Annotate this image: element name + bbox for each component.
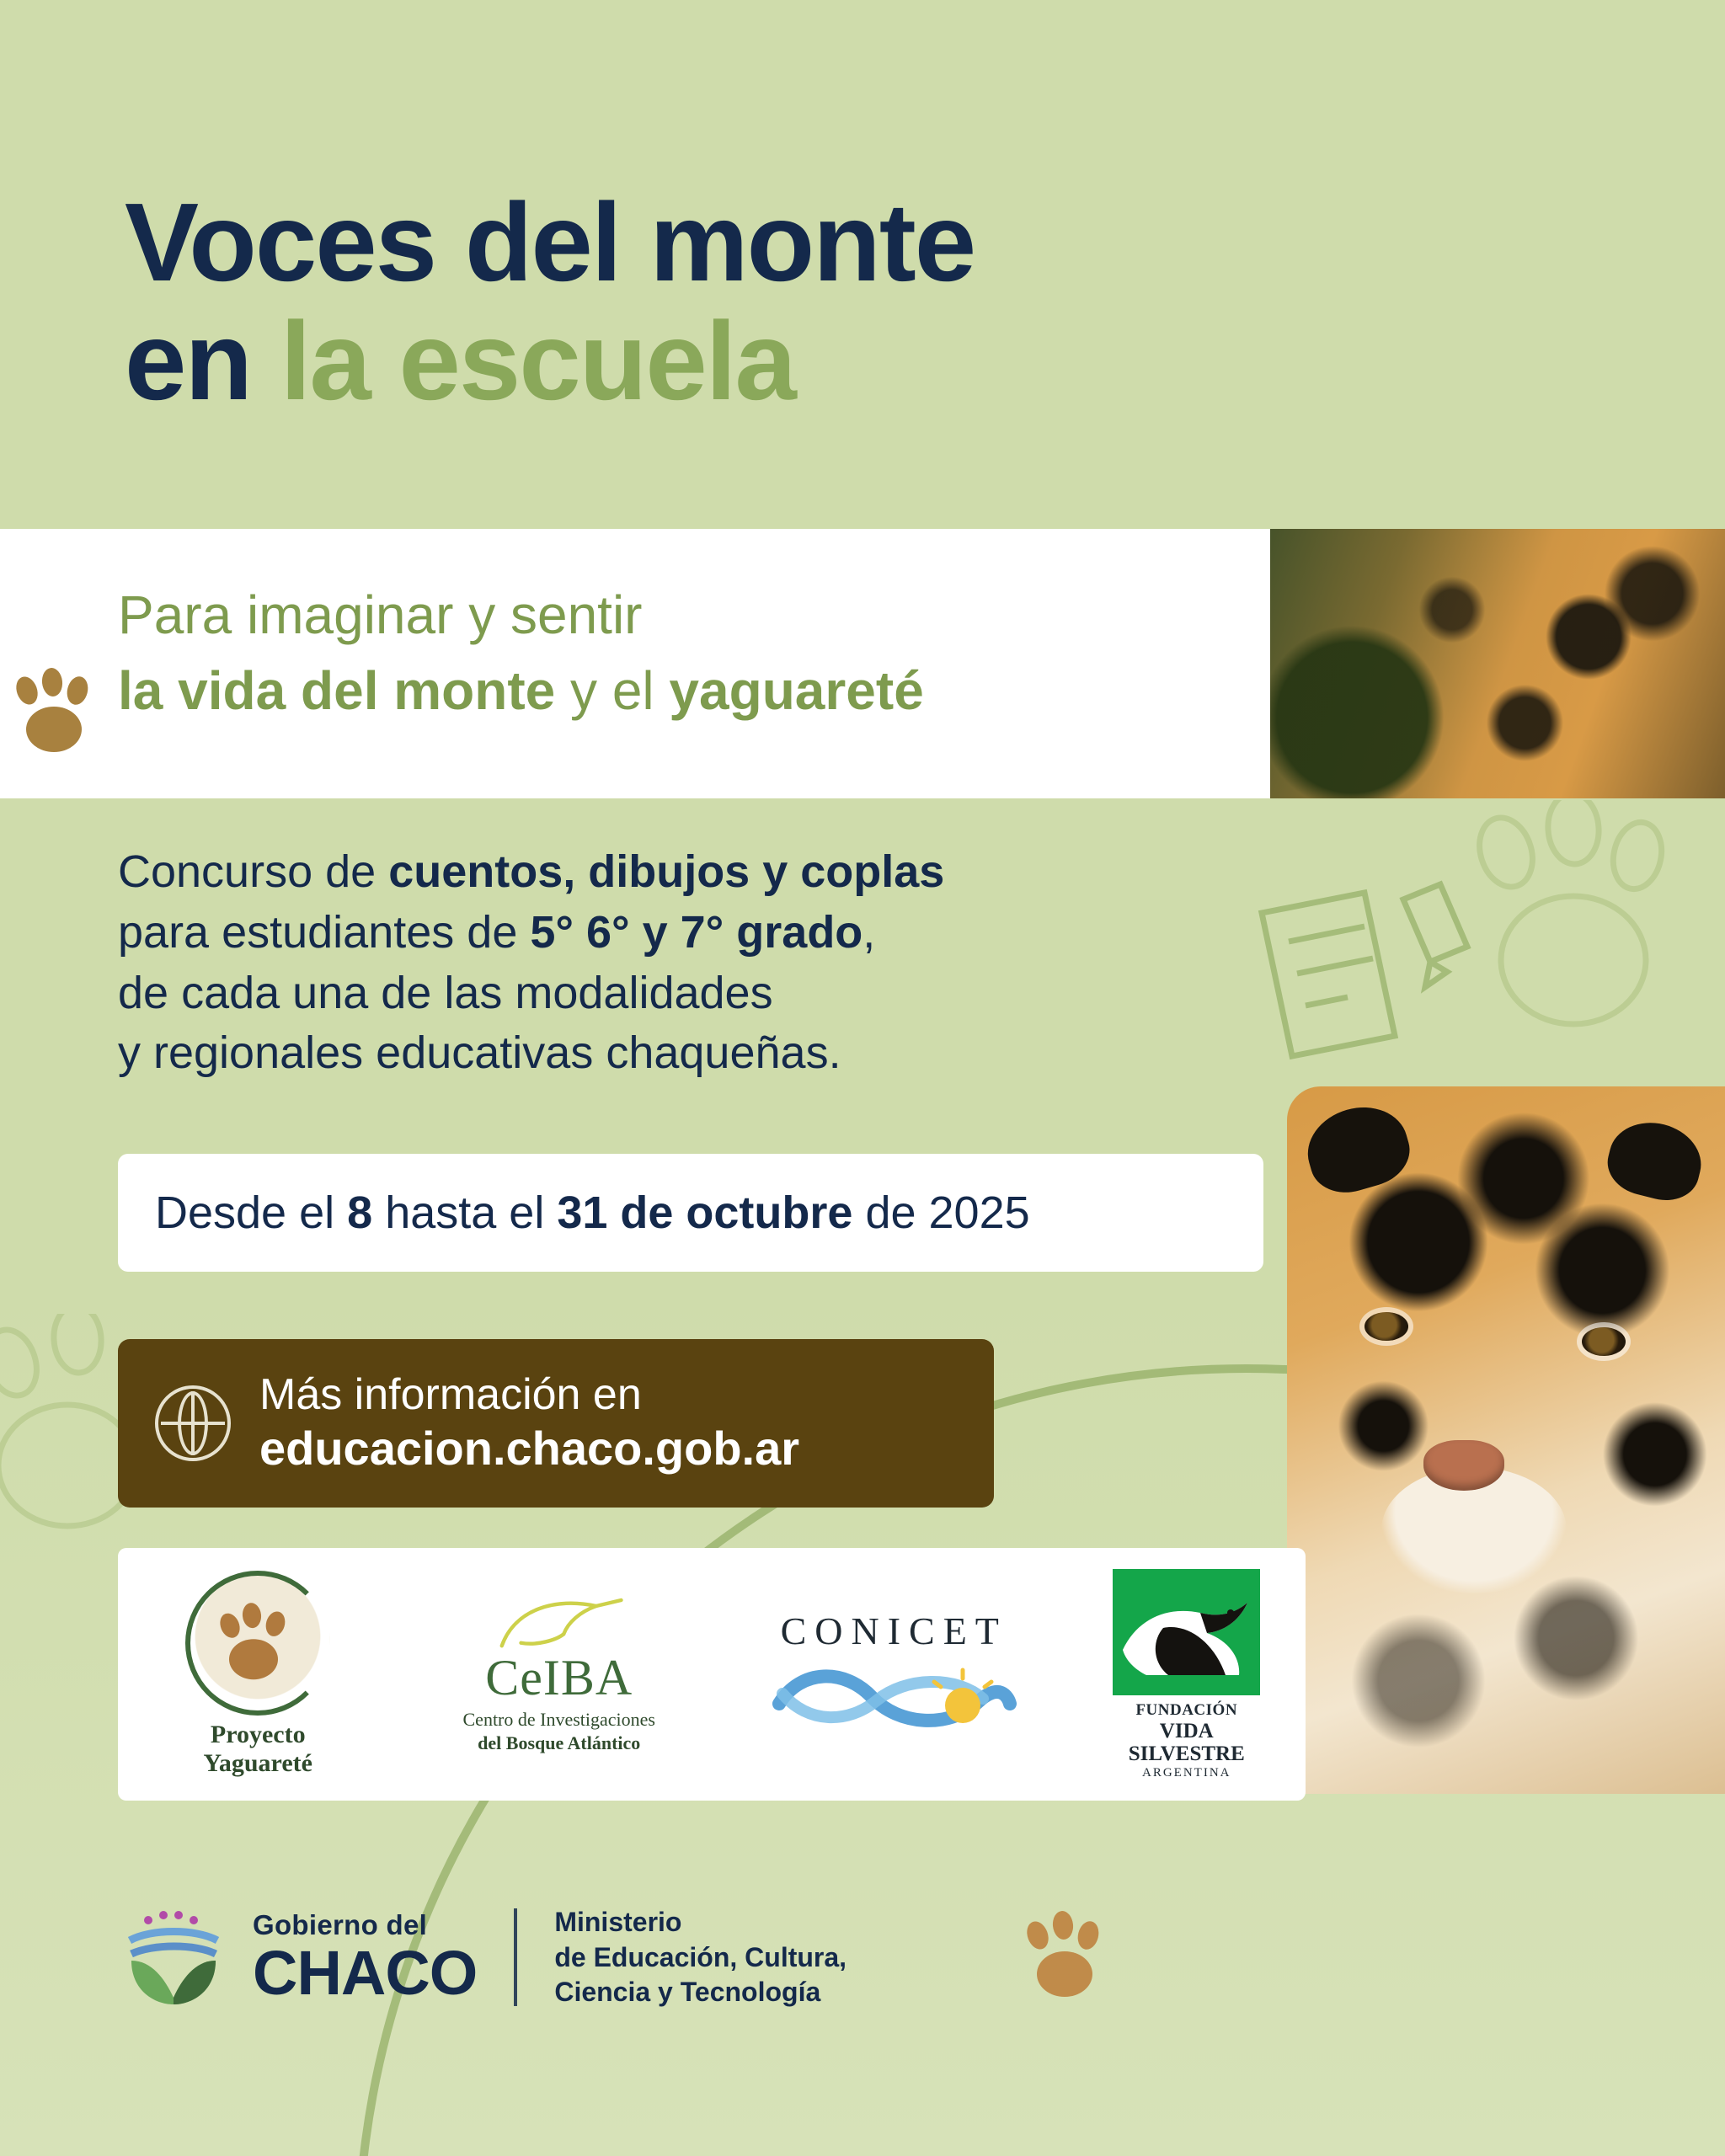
body-line-4: y regionales educativas chaqueñas. [118, 1027, 841, 1079]
government-top-label: Gobierno del [253, 1908, 428, 1940]
page-title [125, 180, 1557, 423]
date-c: hasta el [372, 1187, 558, 1238]
proyecto-yaguarete-mark [185, 1571, 330, 1716]
anteater-icon [1113, 1569, 1260, 1695]
ministry-line-3: Ciencia y Tecnología [554, 1977, 821, 2008]
jaguar-photo-main [1287, 1086, 1725, 1794]
paw-icon-proyecto [211, 1599, 304, 1692]
conicet-wordmark: CONICET [780, 1609, 1007, 1652]
partner-logos-card [118, 1548, 1306, 1801]
ministry-line-2: de Educación, Cultura, [554, 1941, 847, 1972]
body-line-1-a: Concurso de [118, 846, 389, 897]
ceiba-wordmark: CeIBA [485, 1650, 633, 1705]
body-line-3: de cada una de las modalidades [118, 967, 773, 1018]
body-line-2-a: para estudiantes de [118, 906, 531, 958]
hummingbird-icon [475, 1594, 644, 1653]
globe-icon [155, 1385, 231, 1461]
date-d: 31 de octubre [557, 1187, 853, 1238]
body-line-2-b: 5° 6° y 7° grado [530, 906, 863, 958]
jaguar-eye-left [1365, 1312, 1408, 1341]
footer-divider [514, 1908, 517, 2006]
proyecto-label-line2: Yaguareté [203, 1749, 312, 1777]
subtitle-line-1: Para imaginar y sentir [118, 584, 643, 645]
vs-line3: ARGENTINA [1142, 1765, 1231, 1780]
ceiba-subtitle-line1: Centro de Investigaciones [462, 1709, 655, 1730]
subtitle-line-2 [118, 657, 1297, 724]
vs-line1: FUNDACIÓN [1135, 1700, 1238, 1719]
logo-vida-silvestre [1103, 1569, 1271, 1780]
title-line-1: Voces del monte [125, 180, 975, 304]
vida-silvestre-label [1103, 1702, 1271, 1780]
jaguar-nose [1423, 1440, 1504, 1491]
government-chaco-label: CHACO [253, 1937, 478, 2008]
subtitle-bold-1: la vida del monte [118, 660, 556, 721]
jaguar-photo-top [1270, 529, 1725, 798]
government-footer [118, 1905, 846, 2010]
subtitle [118, 581, 1297, 724]
title-line-2 [125, 299, 1557, 423]
more-info-url[interactable]: educacion.chaco.gob.ar [259, 1422, 800, 1476]
date-e: de 2025 [852, 1187, 1030, 1238]
ceiba-subtitle [433, 1708, 686, 1754]
logo-ceiba [433, 1594, 686, 1754]
logo-conicet [755, 1609, 1033, 1740]
proyecto-label-line1: Proyecto [210, 1721, 306, 1749]
paw-icon-subtitle [8, 665, 109, 766]
logo-proyecto-yaguarete [152, 1571, 363, 1777]
more-info-text [259, 1370, 799, 1477]
body-copy [118, 842, 1230, 1084]
paw-icon-footer [1019, 1910, 1120, 2011]
title-line-2-prefix: en [125, 299, 280, 423]
jaguar-eye-right [1582, 1327, 1626, 1356]
proyecto-yaguarete-label [152, 1721, 363, 1777]
jaguar-photo-top-image [1270, 529, 1725, 798]
date-a: Desde el [155, 1187, 348, 1238]
body-line-2 [118, 903, 1230, 963]
body-line-1 [118, 842, 1230, 903]
body-line-2-c: , [862, 906, 876, 958]
subtitle-mid: y el [555, 660, 670, 721]
ministry-line-1: Ministerio [554, 1907, 682, 1937]
subtitle-bold-2: yaguareté [669, 660, 924, 721]
document-pencil-icon [1238, 876, 1491, 1078]
ceiba-subtitle-line2: del Bosque Atlántico [478, 1732, 641, 1753]
vs-line2: VIDA SILVESTRE [1128, 1719, 1245, 1766]
more-info-bar[interactable] [118, 1339, 994, 1508]
vida-silvestre-mark [1113, 1569, 1260, 1695]
chaco-government-logo [118, 1907, 227, 2008]
more-info-line-1: Más información en [259, 1369, 642, 1419]
title-line-2-accent: la escuela [280, 299, 795, 423]
date-b: 8 [347, 1187, 373, 1238]
body-line-1-b: cuentos, dibujos y coplas [388, 846, 945, 897]
date-text [155, 1187, 1030, 1239]
government-name [253, 1908, 478, 2008]
conicet-infinity-icon [767, 1660, 1020, 1736]
ministry-name [554, 1905, 846, 2010]
date-card [118, 1154, 1263, 1272]
